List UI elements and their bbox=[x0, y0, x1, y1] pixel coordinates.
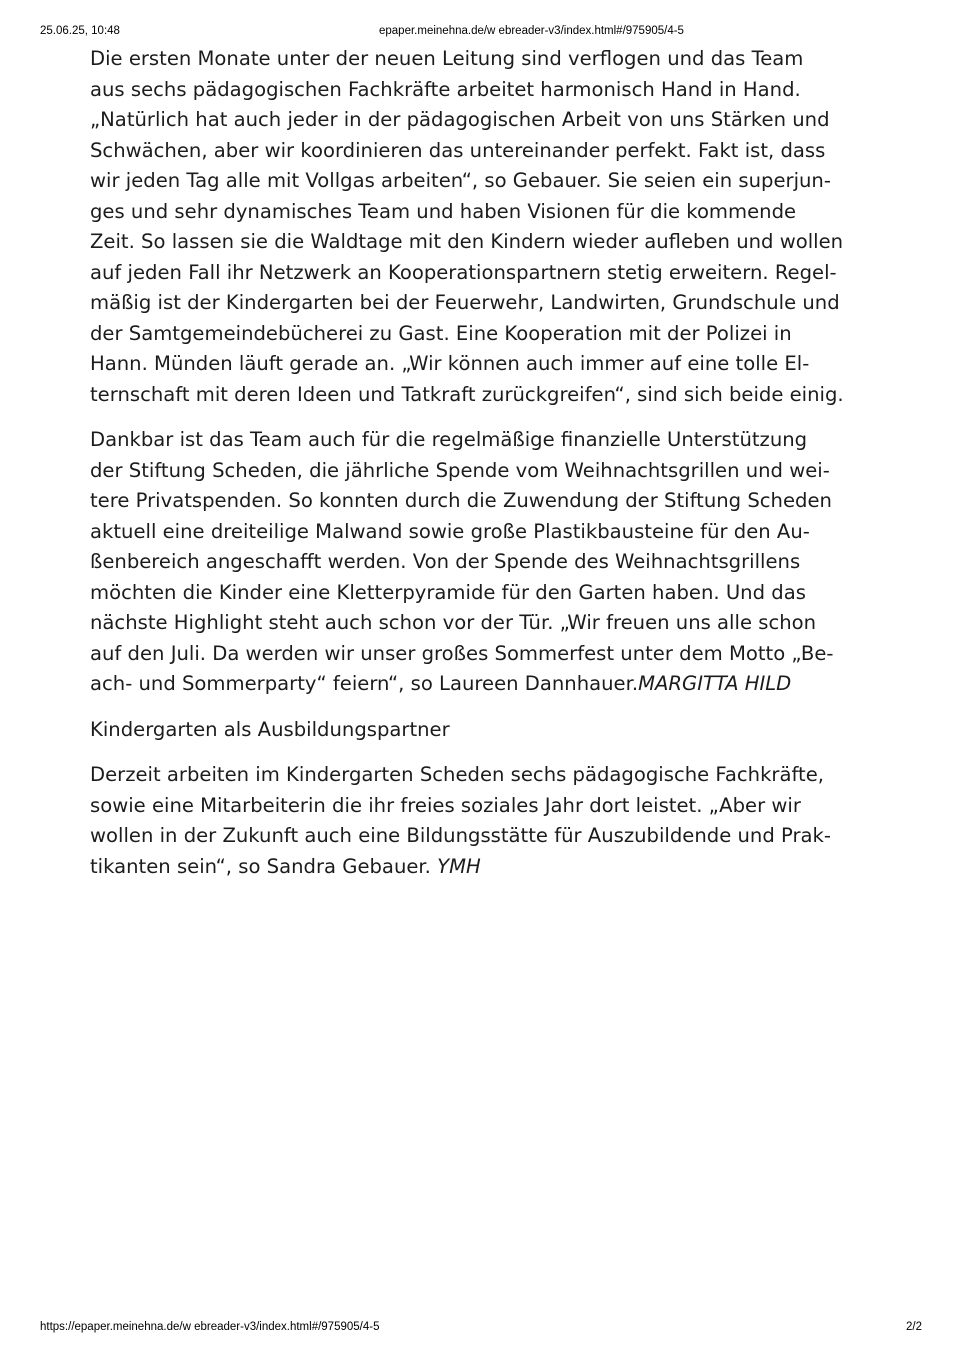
text-line bbox=[90, 852, 880, 883]
author-byline: YMH bbox=[437, 854, 481, 878]
text-line: Zeit. So lassen sie die Waldtage mit den Kindern wieder aufleben und wollen bbox=[90, 230, 844, 253]
text-line: Hann. Münden läuft gerade an. „Wir können auch immer auf eine tolle El- bbox=[90, 352, 810, 375]
text-line: wir jeden Tag alle mit Vollgas arbeiten“, so Gebauer. Sie seien ein superjun- bbox=[90, 169, 831, 192]
text-line: aus sechs pädagogischen Fachkräfte arbeitet harmonisch Hand in Hand. bbox=[90, 77, 801, 101]
text-line: Derzeit arbeiten im Kindergarten Scheden sechs pädagogische Fachkräfte, bbox=[90, 763, 825, 786]
text-line: Die ersten Monate unter der neuen Leitung sind verflogen und das Team bbox=[90, 47, 804, 70]
text-line: wollen in der Zukunft auch eine Bildungsstätte für Auszubildende und Prak- bbox=[90, 824, 831, 847]
print-footer-url: https://epaper.meinehna.de/w ebreader-v3/index.html#/975905/4-5 bbox=[40, 1321, 380, 1333]
text-line: tere Privatspenden. So konnten durch die Zuwendung der Stiftung Scheden bbox=[90, 489, 832, 512]
text-line: Dankbar ist das Team auch für die regelmäßige finanzielle Unterstützung bbox=[90, 428, 808, 451]
article-body bbox=[90, 44, 880, 897]
text-line: sowie eine Mitarbeiterin die ihr freies soziales Jahr dort leistet. „Aber wir bbox=[90, 793, 801, 817]
text-line: der Samtgemeindebücherei zu Gast. Eine Kooperation mit der Polizei in bbox=[90, 321, 792, 345]
page-number: 2/2 bbox=[906, 1321, 922, 1333]
text-line: nächste Highlight steht auch schon vor der Tür. „Wir freuen uns alle schon bbox=[90, 611, 817, 634]
text-line-content: tikanten sein“, so Sandra Gebauer. bbox=[90, 854, 438, 878]
text-line: auf jeden Fall ihr Netzwerk an Kooperationspartnern stetig erweitern. Regel- bbox=[90, 260, 837, 284]
text-line: „Natürlich hat auch jeder in der pädagogischen Arbeit von uns Stärken und bbox=[90, 108, 830, 131]
author-byline: MARGITTA HILD bbox=[638, 672, 792, 695]
text-line: der Stiftung Scheden, die jährliche Spende vom Weihnachtsgrillen und wei- bbox=[90, 458, 830, 482]
text-line: aktuell eine dreiteilige Malwand sowie große Plastikbausteine für den Au- bbox=[90, 519, 810, 543]
article-paragraph-1 bbox=[90, 44, 880, 410]
text-line-content: ach- und Sommerparty“ feiern“, so Laureen Dannhauer. bbox=[90, 672, 639, 695]
print-header bbox=[0, 25, 960, 41]
article-subheading: Kindergarten als Ausbildungspartner bbox=[90, 717, 450, 741]
print-header-url: epaper.meinehna.de/w ebreader-v3/index.html#/975905/4-5 bbox=[379, 25, 684, 37]
text-line: Schwächen, aber wir koordinieren das untereinander perfekt. Fakt ist, dass bbox=[90, 138, 826, 162]
article-paragraph-2 bbox=[90, 425, 880, 700]
text-line: möchten die Kinder eine Kletterpyramide für den Garten haben. Und das bbox=[90, 580, 806, 604]
text-line: ßenbereich angeschafft werden. Von der Spende des Weihnachtsgrillens bbox=[90, 550, 801, 573]
print-datetime: 25.06.25, 10:48 bbox=[40, 25, 120, 37]
article-paragraph-3 bbox=[90, 760, 880, 882]
text-line: mäßig ist der Kindergarten bei der Feuerwehr, Landwirten, Grundschule und bbox=[90, 291, 840, 314]
print-footer bbox=[0, 1321, 960, 1337]
text-line bbox=[90, 669, 880, 700]
text-line: ges und sehr dynamisches Team und haben Visionen für die kommende bbox=[90, 199, 797, 223]
text-line: auf den Juli. Da werden wir unser großes Sommerfest unter dem Motto „Be- bbox=[90, 641, 834, 665]
text-line: ternschaft mit deren Ideen und Tatkraft zurückgreifen“, sind sich beide einig. bbox=[90, 382, 844, 406]
